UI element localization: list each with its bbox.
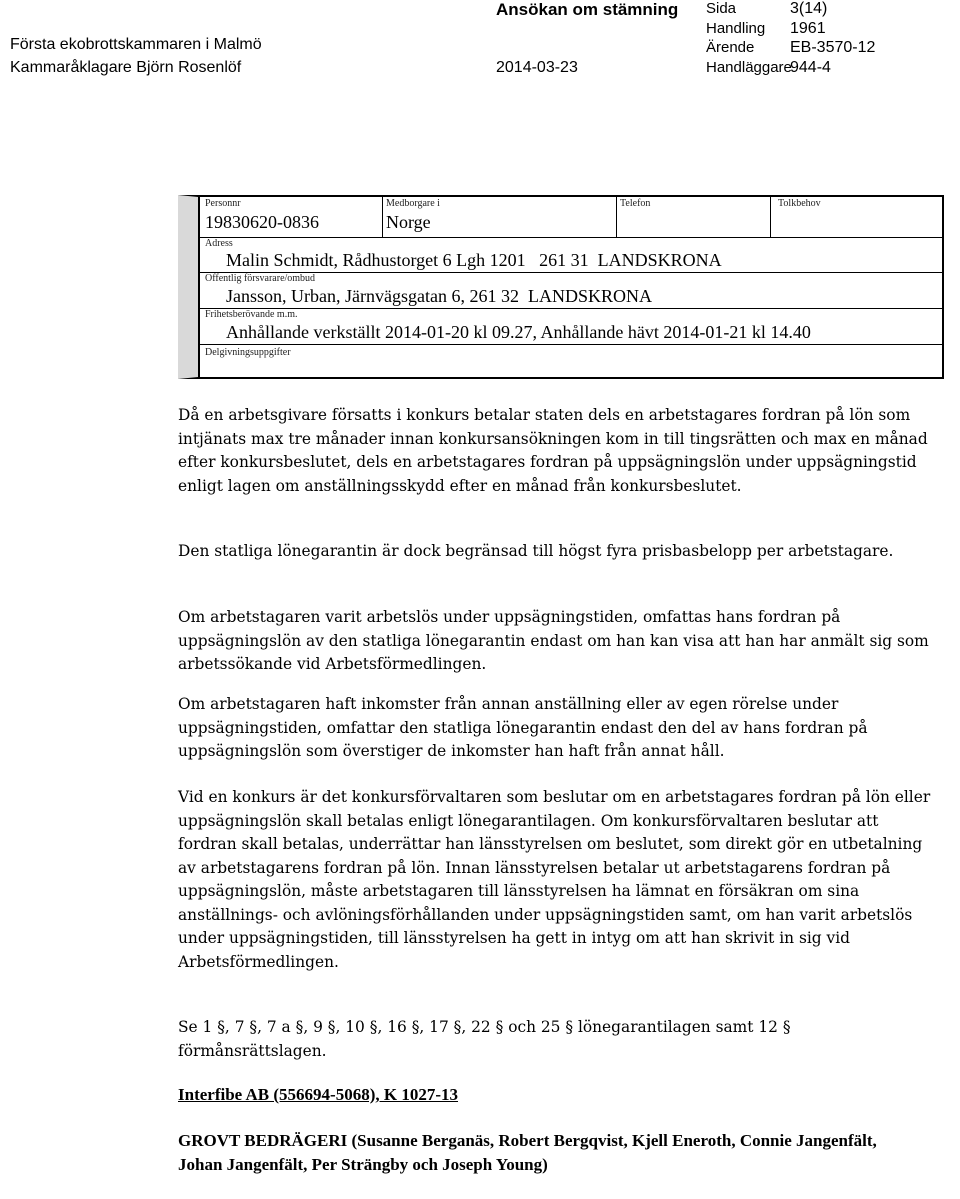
arende-value: EB-3570-12 [790,39,876,56]
paragraph-konkursforvaltare: Vid en konkurs är det konkursförvaltaren som beslutar om en arbetstagares fordran på lön eller uppsägningslön skall betalas enligt lönegarantilagen. Om konkursförvaltaren beslutar att fordran skall betalas, underrättar han länsstyrelsen om beslutet, som direkt gör en utbetalning av arbetstagarens fordran på lön. Innan länsstyrelsen betalar ut arbetstagarens fordran på uppsägningslön, måste arbetstagaren till länsstyrelsen ha lämnat en försäkran om sina anställnings- och avlöningsförhållanden under uppsägningstiden samt, om han varit arbetslös under uppsägningstiden, till länsstyrelsen ha gett in intyg om att han skrivit in sig vid Arbetsförmedlingen. [178,788,931,971]
tolkbehov-label: Tolkbehov [778,198,821,209]
adress-label: Adress [205,238,233,249]
ombud-value: Jansson, Urban, Järnvägsgatan 6, 261 32 LANDSKRONA [226,286,652,306]
divider [770,197,771,237]
ombud-label: Offentlig försvarare/ombud [205,273,316,284]
paragraph-lonegaranti-limit: Den statliga lönegarantin är dock begränsad till högst fyra prisbasbelopp per arbetstagare. [178,542,894,560]
medborgare-label: Medborgare i [386,198,440,209]
personnr-label: Personnr [205,198,241,209]
divider [616,197,617,237]
divider [200,237,942,238]
document-title: Ansökan om stämning [496,0,679,19]
delgivning-label: Delgivningsuppgifter [205,347,291,358]
telefon-label: Telefon [620,198,651,209]
page-value: 3(14) [790,0,828,17]
divider [200,344,942,345]
paragraph-arbetslos: Om arbetstagaren varit arbetslös under uppsägningstiden, omfattas hans fordran på uppsägningslön av den statliga lönegarantin endast om han kan visa att han har anmält sig som arbetssökande vid Arbetsförmedlingen. [178,608,929,673]
case-heading-text: Interfibe AB (556694-5068), K 1027-13 [178,1085,459,1104]
handlaggare-value: 944-4 [790,59,831,76]
divider [382,197,383,237]
divider [200,308,942,309]
arende-label: Ärende [706,39,755,56]
handling-value: 1961 [790,20,826,37]
suspect-info-form [178,195,944,379]
medborgare-value: Norge [386,212,431,232]
frihet-label: Frihetsberövande m.m. [205,309,298,320]
authority-name: Första ekobrottskammaren i Malmö [10,36,262,53]
document-date: 2014-03-23 [496,59,578,76]
frihet-value: Anhållande verkställt 2014-01-20 kl 09.27, Anhållande hävt 2014-01-21 kl 14.40 [226,322,811,342]
paragraph-inkomster: Om arbetstagaren haft inkomster från annan anställning eller av egen rörelse under uppsägningstiden, omfattar den statliga lönegarantin endast den del av hans fordran på uppsägningslön som överstiger de inkomster han haft från annat håll. [178,695,868,760]
adress-value: Malin Schmidt, Rådhustorget 6 Lgh 1201 261 31 LANDSKRONA [226,250,722,270]
paragraph-konkurs-intro: Då en arbetsgivare försatts i konkurs betalar staten dels en arbetstagares fordran på lön som intjänats max tre månader innan konkursansökningen kom in till tingsrätten och max en månad efter konkursbeslutet, dels en arbetstagares fordran på uppsägningslön under uppsägningstid enligt lagen om anställningsskydd efter en månad från konkursbeslutet. [178,406,928,495]
page-label: Sida [706,0,737,17]
handling-label: Handling [706,20,766,37]
case-heading [178,1083,938,1107]
paragraph-legal-references: Se 1 §, 7 §, 7 a §, 9 §, 10 §, 16 §, 17 §, 22 § och 25 § lönegarantilagen samt 12 § förmånsrättslagen. [178,1018,791,1060]
crime-heading: GROVT BEDRÄGERI (Susanne Berganäs, Robert Bergqvist, Kjell Eneroth, Connie Jangenfält, Johan Jangenfält, Per Strängby och Joseph Young) [178,1131,877,1174]
prosecutor-name: Kammaråklagare Björn Rosenlöf [10,59,242,76]
personnr-value: 19830620-0836 [205,212,319,232]
handlaggare-label: Handläggare [706,59,792,76]
